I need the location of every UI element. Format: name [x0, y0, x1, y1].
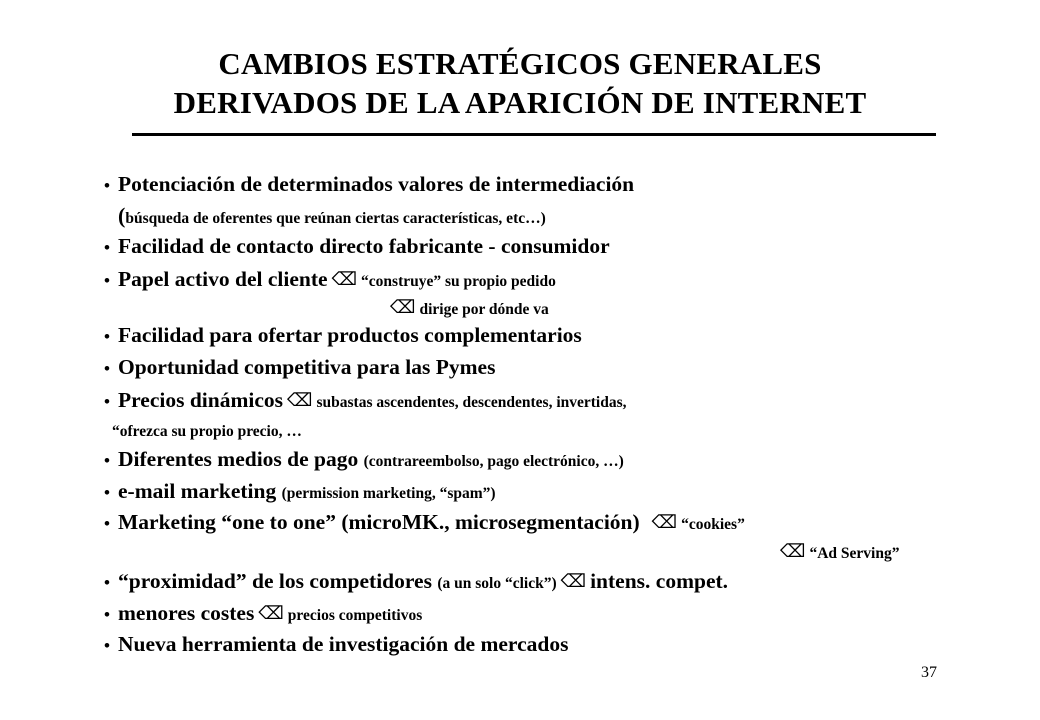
item-detail: “construye” su propio pedido	[361, 273, 556, 290]
item-text: Potenciación de determinados valores de intermediación	[118, 172, 635, 196]
list-item	[104, 266, 556, 295]
item-detail: dirige por dónde va	[419, 301, 549, 318]
list-item	[104, 568, 728, 597]
list-item-continuation	[386, 294, 549, 323]
arrow-icon: ⌫	[287, 390, 313, 411]
list-item	[104, 233, 610, 261]
bullet-icon: •	[104, 514, 110, 533]
page-number: 37	[921, 664, 937, 681]
item-text: “proximidad” de los competidores	[118, 569, 432, 593]
item-text: Nueva herramienta de investigación de mercados	[118, 632, 569, 656]
item-detail: (a un solo “click”)	[437, 575, 557, 592]
arrow-icon: ⌫	[331, 269, 358, 290]
list-item	[104, 509, 745, 538]
item-detail: “ofrezca su propio precio, …	[112, 423, 302, 440]
item-detail: (contrareembolso, pago electrónico, …)	[363, 453, 624, 470]
item-detail: “cookies”	[681, 516, 745, 533]
arrow-icon: ⌫	[651, 512, 678, 533]
item-detail: subastas ascendentes, descendentes, invertidas,	[316, 394, 627, 411]
item-text: menores costes	[118, 601, 255, 625]
sub-paren: (	[118, 203, 126, 228]
item-subtext: búsqueda de oferentes que reúnan ciertas características, etc…)	[125, 210, 546, 227]
bullet-icon: •	[104, 359, 110, 378]
bullet-icon: •	[104, 271, 110, 290]
list-item	[104, 171, 634, 199]
bullet-icon: •	[104, 483, 110, 502]
list-item	[104, 322, 582, 350]
arrow-icon: ⌫	[780, 541, 806, 562]
item-detail: “Ad Serving”	[809, 545, 900, 562]
bullet-icon: •	[104, 451, 110, 470]
list-item	[104, 354, 495, 382]
bullet-icon: •	[104, 238, 110, 257]
item-detail: (permission marketing, “spam”)	[281, 485, 496, 502]
bullet-icon: •	[104, 573, 110, 592]
item-text: Marketing “one to one” (microMK., microsegmentación)	[118, 510, 640, 534]
arrow-icon: ⌫	[258, 603, 284, 624]
bullet-icon: •	[104, 176, 110, 195]
item-text: e-mail marketing	[118, 479, 277, 503]
arrow-icon: ⌫	[390, 297, 416, 318]
item-detail-strong: intens. compet.	[590, 569, 729, 593]
item-detail: precios competitivos	[287, 607, 423, 624]
list-item	[104, 446, 624, 475]
slide-title-line-1: CAMBIOS ESTRATÉGICOS GENERALES	[218, 46, 822, 81]
item-text: Diferentes medios de pago	[118, 447, 359, 471]
item-text: Precios dinámicos	[118, 388, 284, 412]
list-item-sub	[118, 203, 546, 232]
list-item	[104, 631, 568, 659]
list-item	[104, 600, 422, 629]
arrow-icon: ⌫	[560, 571, 587, 592]
list-item-continuation	[112, 416, 302, 445]
item-text: Oportunidad competitiva para las Pymes	[118, 355, 496, 379]
item-text: Papel activo del cliente	[118, 267, 328, 291]
title-underline	[132, 133, 936, 136]
bullet-icon: •	[104, 636, 110, 655]
list-item-continuation	[776, 538, 899, 567]
slide-title-line-2: DERIVADOS DE LA APARICIÓN DE INTERNET	[173, 85, 867, 120]
bullet-icon: •	[104, 392, 110, 411]
bullet-icon: •	[104, 605, 110, 624]
bullet-icon: •	[104, 327, 110, 346]
list-item	[104, 478, 496, 507]
item-text: Facilidad para ofertar productos complementarios	[118, 323, 582, 347]
item-text: Facilidad de contacto directo fabricante - consumidor	[118, 234, 610, 258]
list-item	[104, 387, 627, 416]
